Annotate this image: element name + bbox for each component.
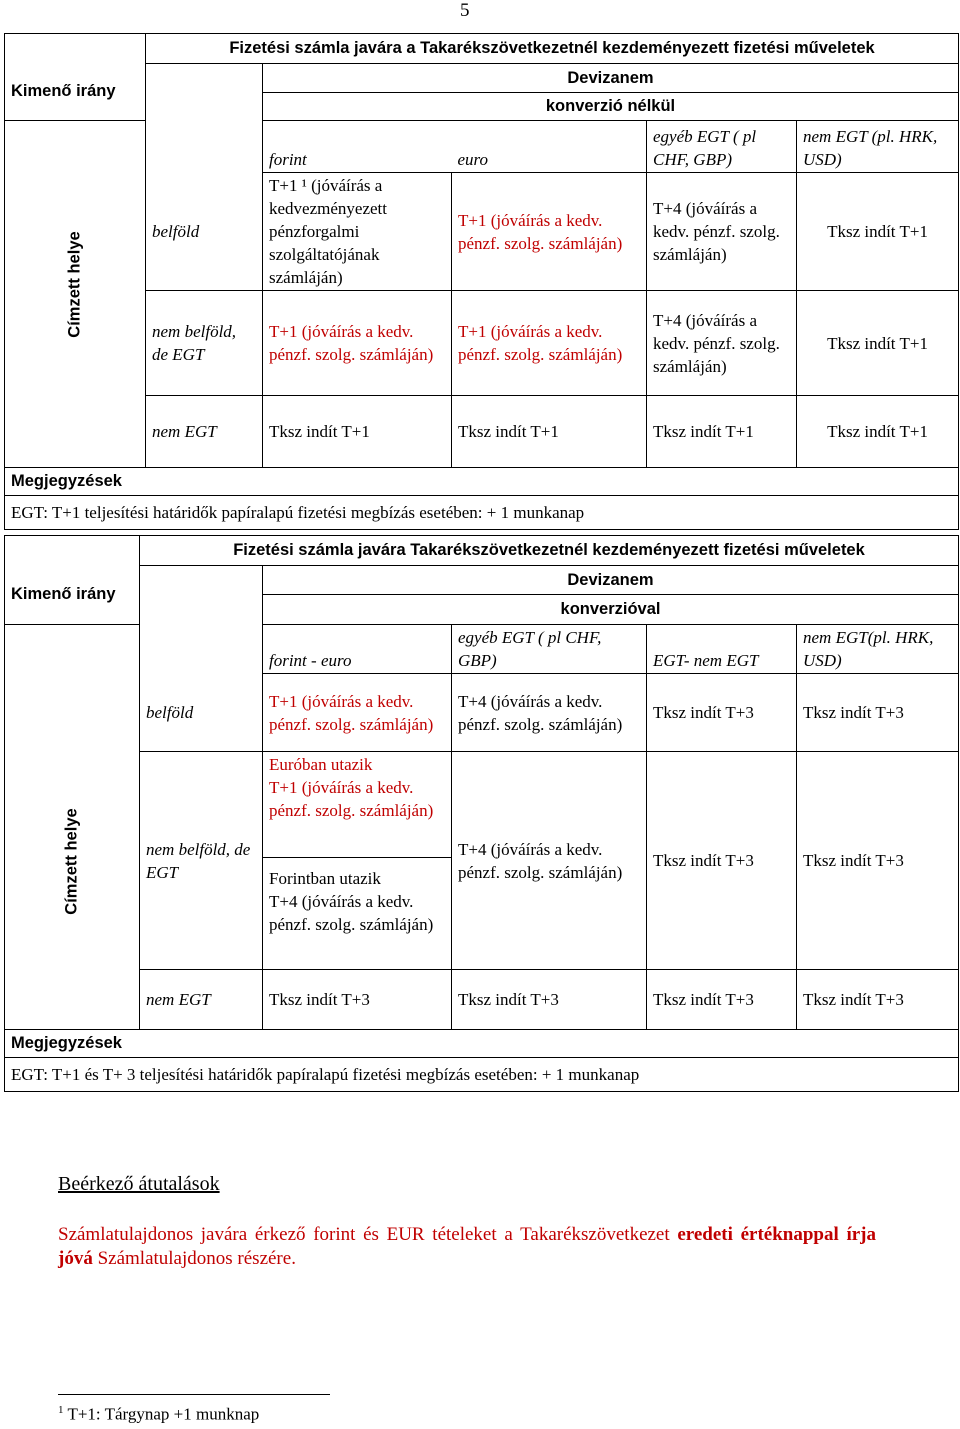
table-with-conversion [4,535,959,1092]
table1-conversion-header: konverzió nélkül [263,93,959,121]
table2-kimeno-label: Kimenő irány [5,566,140,625]
incoming-text-bold: eredeti értéknappal írja jóvá [58,1224,876,1269]
table2-currency-header: Devizanem [263,566,959,595]
table2-cell: Tksz indít T+3 [797,674,959,752]
table2-huf-sub: Forintban utazik [269,869,381,888]
table2-euro-cell [263,752,452,858]
table2-cell: Tksz indít T+3 [647,674,797,752]
table1-row-label-egt: nem belföld, de EGT [146,291,263,396]
table1-notes: EGT: T+1 teljesítési határidők papíralapú fizetési megbízás esetében: + 1 munkanap [5,496,959,530]
table2-cell: T+1 (jóváírás a kedv. pénzf. szolg. számláján) [263,674,452,752]
table2-row-label-nem-egt: nem EGT [140,970,263,1030]
table2-col-egt-nem-egt: EGT- nem EGT [647,625,797,674]
table2-cell: Tksz indít T+3 [797,752,959,970]
table2-cimzett-label: Címzett helye [62,807,81,915]
footnote [58,1404,259,1425]
table1-kimeno-label: Kimenő irány [5,64,146,121]
table2-notes: EGT: T+1 és T+ 3 teljesítési határidők papíralapú fizetési megbízás esetében: + 1 munkanap [5,1058,959,1092]
table1-row-label-nem-egt: nem EGT [146,396,263,468]
table2-cell: T+4 (jóváírás a kedv. pénzf. szolg. számláján) [452,674,647,752]
table2-cell: Tksz indít T+3 [452,970,647,1030]
table1-cell: T+1 (jóváírás a kedv. pénzf. szolg. számláján) [263,291,452,396]
table1-cell: Tksz indít T+1 [452,396,647,468]
table2-cell: Tksz indít T+3 [647,752,797,970]
footnote-divider [58,1394,330,1395]
table2-conversion-header: konverzióval [263,595,959,625]
table2-euro-val: T+1 (jóváírás a kedv. pénzf. szolg. számláján) [269,778,434,820]
table2-euro-sub: Euróban utazik [269,755,373,774]
table2-col-forint-euro: forint - euro [263,625,452,674]
table-no-conversion [4,33,959,530]
table2-col-nem-egt: nem EGT(pl. HRK, USD) [797,625,959,674]
footnote-text: T+1: Tárgynap +1 munknap [67,1404,260,1424]
table1-cell: T+1 ¹ (jóváírás a kedvezményezett pénzforgalmi szolgáltatójának számláján) [263,173,452,291]
table1-cell: Tksz indít T+1 [797,396,959,468]
incoming-paragraph [58,1223,876,1271]
table1-cimzett-label: Címzett helye [65,231,84,338]
footnote-mark: 1 [58,1404,64,1416]
table2-huf-val: T+4 (jóváírás a kedv. pénzf. szolg. számláján) [269,892,434,934]
table1-cell: Tksz indít T+1 [797,291,959,396]
table1-cell: T+1 (jóváírás a kedv. pénzf. szolg. számláján) [452,291,647,396]
table2-notes-label: Megjegyzések [5,1030,959,1058]
table1-notes-label: Megjegyzések [5,468,959,496]
incoming-text-a: Számlatulajdonos javára érkező forint és EUR tételeket a Takarékszövetkezet [58,1224,678,1245]
table1-title: Fizetési számla javára a Takarékszövetkezetnél kezdeményezett fizetési műveletek [146,34,959,64]
table1-currency-header: Devizanem [263,64,959,93]
table1-cell: Tksz indít T+1 [647,396,797,468]
table2-cell: Tksz indít T+3 [263,970,452,1030]
incoming-heading: Beérkező átutalások [58,1173,220,1195]
table2-cell: Tksz indít T+3 [647,970,797,1030]
table2-title: Fizetési számla javára Takarékszövetkezetnél kezdeményezett fizetési műveletek [140,536,959,566]
table2-row-label-egt: nem belföld, de EGT [140,752,263,970]
table1-col-euro: euro [452,121,647,173]
table1-cell: T+4 (jóváírás a kedv. pénzf. szolg. számláján) [647,173,797,291]
table1-col-nem-egt: nem EGT (pl. HRK, USD) [797,121,959,173]
table1-col-forint: forint [263,121,452,173]
table2-row-label-belfold: belföld [140,674,263,752]
table1-cell: T+1 (jóváírás a kedv. pénzf. szolg. számláján) [452,173,647,291]
table1-cell: Tksz indít T+1 [797,173,959,291]
incoming-text-b: Számlatulajdonos részére. [92,1248,296,1269]
table2-huf-cell [263,858,452,970]
table2-cell: T+4 (jóváírás a kedv. pénzf. szolg. számláján) [452,752,647,970]
table1-cell: T+4 (jóváírás a kedv. pénzf. szolg. számláján) [647,291,797,396]
table1-row-label-belfold: belföld [146,173,263,291]
page-number: 5 [460,0,470,21]
table2-col-egyeb-egt: egyéb EGT ( pl CHF, GBP) [452,625,647,674]
table1-cell: Tksz indít T+1 [263,396,452,468]
table2-cell: Tksz indít T+3 [797,970,959,1030]
table1-col-egyeb-egt: egyéb EGT ( pl CHF, GBP) [647,121,797,173]
